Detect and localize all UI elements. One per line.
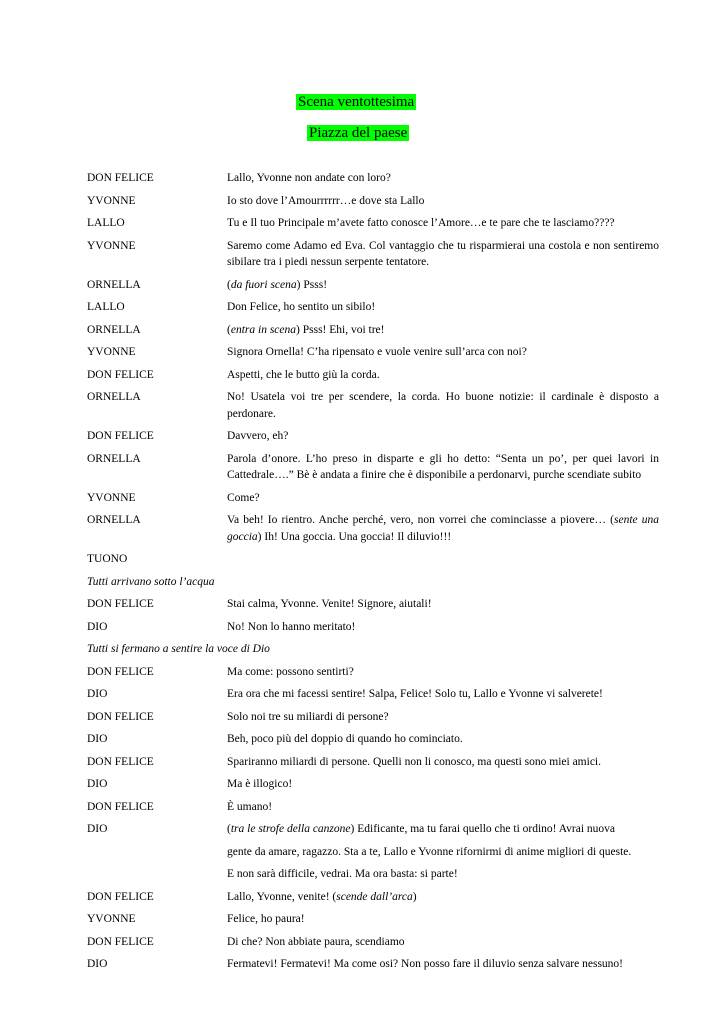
dialogue-row <box>87 754 659 771</box>
dialogue-row <box>87 428 659 445</box>
dialogue-line: Felice, ho paura! <box>227 913 305 925</box>
dialogue-line: Lallo, Yvonne non andate con loro? <box>227 172 391 184</box>
dialogue-line: Signora Ornella! C’ha ripensato e vuole venire sull’arca con noi? <box>227 346 527 358</box>
speaker-name: DON FELICE <box>87 598 154 610</box>
dialogue-line: Va beh! Io rientro. Anche perché, vero, non vorrei che cominciasse a piovere… (sente una goccia) Ih! Una goccia. Una goccia! Il diluvio!!! <box>227 514 659 543</box>
dialogue-line: Don Felice, ho sentito un sibilo! <box>227 301 376 313</box>
dialogue-line: (entra in scena) Psss! Ehi, voi tre! <box>227 323 385 336</box>
speaker-name: DIO <box>87 733 108 745</box>
dialogue-row <box>87 709 659 726</box>
dialogue-row <box>87 866 659 883</box>
dialogue-row <box>87 170 659 187</box>
dialogue-line: No! Non lo hanno meritato! <box>227 620 356 633</box>
dialogue-line: Ma come: possono sentirti? <box>227 665 354 678</box>
speaker-name: DIO <box>87 620 108 633</box>
dialogue-row <box>87 299 659 316</box>
speaker-name: YVONNE <box>87 913 136 925</box>
dialogue-row <box>87 889 659 906</box>
stage-direction-inline: da fuori scena <box>230 278 297 291</box>
dialogue-line: Lallo, Yvonne, venite! (scende dall’arca) <box>227 890 417 903</box>
dialogue-row <box>87 911 659 928</box>
dialogue-row <box>87 322 659 339</box>
dialogue-line: Fermatevi! Fermatevi! Ma come osi? Non posso fare il diluvio senza salvare nessuno! <box>227 958 623 970</box>
speaker-name <box>87 866 227 883</box>
scene-title-text: Scena ventottesima <box>298 94 415 110</box>
dialogue-line: Saremo come Adamo ed Eva. Col vantaggio che tu risparmierai una costola e non sentiremo sibilare tra i piedi nessun serpente tentatore. <box>227 239 659 268</box>
speaker-name: YVONNE <box>87 491 136 504</box>
speaker-name: ORNELLA <box>87 452 141 465</box>
speaker-name: ORNELLA <box>87 278 141 291</box>
stage-direction: Tutti si fermano a sentire la voce di Dio <box>87 643 270 655</box>
dialogue-row <box>87 686 659 703</box>
speaker-name: DIO <box>87 823 108 835</box>
speaker-name: YVONNE <box>87 194 136 207</box>
dialogue-row <box>87 389 659 422</box>
speaker-name <box>87 844 227 861</box>
dialogue-line: Parola d’onore. L’ho preso in disparte e gli ho detto: “Senta un po’, per quei lavori in Cattedrale….” Bè è andata a finire che è disponibile a perdonarvi, purche scendiate subito <box>227 452 659 481</box>
dialogue-line: Io sto dove l’Amourrrrrr…e dove sta Lallo <box>227 194 425 207</box>
dialogue-row <box>87 619 659 636</box>
speaker-name: YVONNE <box>87 346 136 358</box>
dialogue-line: Di che? Non abbiate paura, scendiamo <box>227 935 405 948</box>
speaker-name: DON FELICE <box>87 710 154 723</box>
speaker-name: DON FELICE <box>87 172 154 184</box>
dialogue-line: È umano! <box>227 800 273 813</box>
sound-cue: TUONO <box>87 553 128 565</box>
dialogue-line: E non sarà difficile, vedrai. Ma ora basta: si parte! <box>227 868 458 880</box>
speaker-name: DON FELICE <box>87 368 154 381</box>
dialogue-row <box>87 238 659 271</box>
scene-location-text: Piazza del paese <box>309 125 408 141</box>
dialogue-line: Beh, poco più del doppio di quando ho cominciato. <box>227 733 463 745</box>
dialogue-line: Tu e Il tuo Principale m’avete fatto conosce l’Amore…e te pare che te lasciamo???? <box>227 217 615 229</box>
dialogue-row <box>87 956 659 973</box>
speaker-name: DON FELICE <box>87 665 154 678</box>
dialogue-line: gente da amare, ragazzo. Sta a te, Lallo e Yvonne rifornirmi di anime migliori di queste. <box>227 845 632 858</box>
dialogue-line: Davvero, eh? <box>227 430 289 442</box>
speaker-name: DON FELICE <box>87 800 154 813</box>
dialogue-row <box>87 934 659 951</box>
dialogue-row <box>87 596 659 613</box>
dialogue-row <box>87 344 659 361</box>
dialogue-line: Aspetti, che le butto giù la corda. <box>227 368 380 381</box>
speaker-name: DIO <box>87 958 108 970</box>
stage-direction-inline: sente una goccia <box>227 514 659 543</box>
speaker-name: DON FELICE <box>87 755 154 768</box>
dialogue-row <box>87 490 659 507</box>
dialogue-row <box>87 215 659 232</box>
dialogue-line: Spariranno miliardi di persone. Quelli non li conosco, ma questi sono miei amici. <box>227 755 601 768</box>
scene-location <box>307 123 409 143</box>
speaker-name: DON FELICE <box>87 430 154 442</box>
dialogue-line: Solo noi tre su miliardi di persone? <box>227 710 389 723</box>
speaker-name: ORNELLA <box>87 323 141 336</box>
dialogue-line: Stai calma, Yvonne. Venite! Signore, aiutali! <box>227 598 432 610</box>
dialogue-line: Ma è illogico! <box>227 778 293 790</box>
dialogue-row <box>87 776 659 793</box>
dialogue-line: (da fuori scena) Psss! <box>227 278 328 291</box>
dialogue-line: Era ora che mi facessi sentire! Salpa, Felice! Solo tu, Lallo e Yvonne vi salverete! <box>227 688 603 700</box>
speaker-name: DIO <box>87 778 108 790</box>
dialogue-row <box>87 664 659 681</box>
speaker-name: DIO <box>87 688 108 700</box>
scene-title <box>296 92 416 112</box>
stage-direction: Tutti arrivano sotto l’acqua <box>87 575 215 588</box>
speaker-name: ORNELLA <box>87 391 141 403</box>
stage-direction-inline: tra le strofe della canzone <box>230 823 351 835</box>
stage-direction-inline: scende dall’arca <box>336 890 413 903</box>
dialogue-row <box>87 731 659 748</box>
stage-direction-inline: entra in scena <box>230 323 296 336</box>
speaker-name: YVONNE <box>87 239 136 252</box>
dialogue-row <box>87 193 659 210</box>
speaker-name: LALLO <box>87 301 125 313</box>
dialogue-line: (tra le strofe della canzone) Edificante, ma tu farai quello che ti ordino! Avrai nuova <box>227 823 616 835</box>
dialogue-row <box>87 277 659 294</box>
script-body <box>87 170 659 979</box>
speaker-name: DON FELICE <box>87 935 154 948</box>
dialogue-row <box>87 844 659 861</box>
dialogue-line: No! Usatela voi tre per scendere, la corda. Ho buone notizie: il cardinale è disposto a perdonare. <box>227 391 659 420</box>
speaker-name: DON FELICE <box>87 890 154 903</box>
dialogue-row <box>87 367 659 384</box>
dialogue-row <box>87 451 659 484</box>
dialogue-row <box>87 799 659 816</box>
dialogue-row <box>87 821 659 838</box>
speaker-name: ORNELLA <box>87 514 141 526</box>
speaker-name: LALLO <box>87 217 125 229</box>
dialogue-line: Come? <box>227 491 260 504</box>
dialogue-row <box>87 512 659 545</box>
